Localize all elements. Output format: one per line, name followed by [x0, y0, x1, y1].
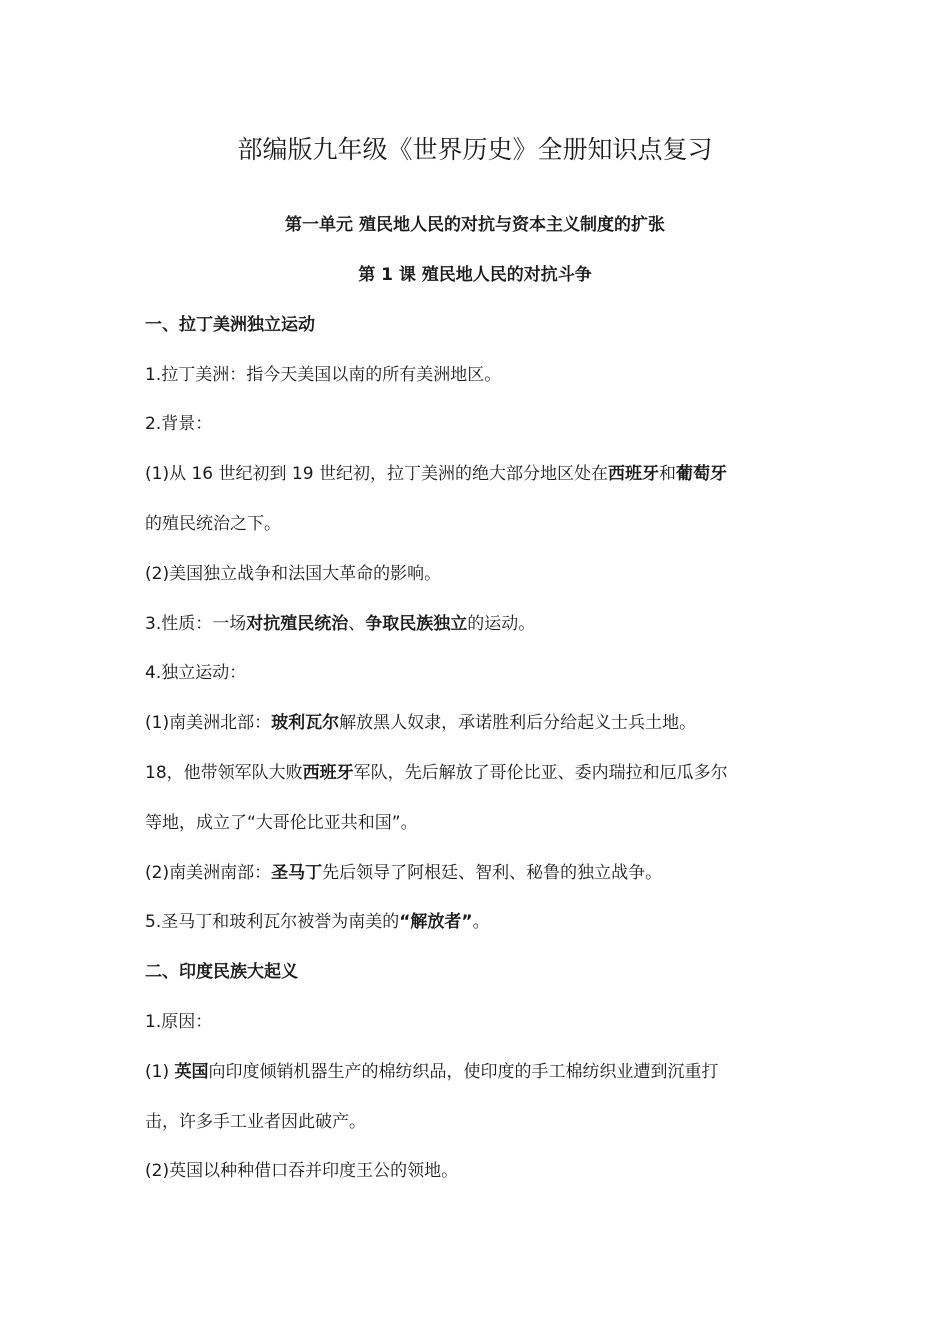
- text-run: 和: [658, 464, 676, 484]
- paragraph-north: [145, 710, 825, 736]
- text-run: 先后领导了阿根廷、智利、秘鲁的独立战争。: [322, 863, 663, 883]
- text-run: 3.性质：一场: [145, 614, 247, 634]
- text-run: 5.圣马丁和玻利瓦尔被誉为南美的: [145, 912, 400, 932]
- text-run: (1)从 16 世纪初到 19 世纪初，拉丁美洲的绝大部分地区处在: [145, 464, 608, 484]
- bold-term-bolivar: 玻利瓦尔: [271, 713, 340, 733]
- paragraph-north-cont-2: 等地，成立了“大哥伦比亚共和国”。: [145, 813, 418, 833]
- bold-term-spain: 西班牙: [302, 763, 354, 783]
- text-run: 的运动。: [467, 614, 536, 634]
- text-run: 、: [348, 614, 366, 634]
- bold-term-liberator: “解放者”: [399, 912, 473, 932]
- paragraph-independence-label: 4.独立运动：: [145, 663, 247, 683]
- section-heading-latin-america: 一、拉丁美洲独立运动: [145, 315, 315, 335]
- bold-term-portugal: 葡萄牙: [675, 464, 727, 484]
- paragraph-latin-america-definition: 1.拉丁美洲：指今天美国以南的所有美洲地区。: [145, 365, 502, 385]
- paragraph-cause-2: (2)英国以种种借口吞并印度王公的领地。: [145, 1161, 459, 1181]
- text-run: 解放黑人奴隶，承诺胜利后分给起义士兵土地。: [339, 713, 697, 733]
- paragraph-cause-1-cont: 击，许多手工业者因此破产。: [145, 1112, 366, 1132]
- paragraph-background-1-cont: 的殖民统治之下。: [145, 514, 281, 534]
- paragraph-nature: [145, 611, 825, 637]
- paragraph-background-label: 2.背景：: [145, 414, 213, 434]
- lesson-heading: 第 1 课 殖民地人民的对抗斗争: [358, 265, 592, 285]
- text-run: (2)南美洲南部：: [145, 863, 272, 883]
- paragraph-south: [145, 860, 825, 886]
- bold-term: 争取民族独立: [365, 614, 468, 634]
- text-run: (1)南美洲北部：: [145, 713, 272, 733]
- paragraph-background-2: (2)美国独立战争和法国大革命的影响。: [145, 564, 442, 584]
- bold-term: 对抗殖民统治: [246, 614, 349, 634]
- paragraph-causes-label: 1.原因：: [145, 1012, 213, 1032]
- bold-term-britain: 英国: [174, 1062, 209, 1082]
- bold-term-spain: 西班牙: [607, 464, 659, 484]
- section-heading-india: 二、印度民族大起义: [145, 962, 298, 982]
- paragraph-north-cont: [145, 760, 825, 786]
- text-run: 军队，先后解放了哥伦比亚、委内瑞拉和厄瓜多尔: [353, 763, 728, 783]
- text-run: 18，他带领军队大败: [145, 763, 303, 783]
- paragraph-cause-1: [145, 1059, 825, 1085]
- paragraph-background-1: [145, 461, 825, 487]
- text-run: 向印度倾销机器生产的棉纺织品，使印度的手工棉纺织业遭到沉重打: [208, 1062, 719, 1082]
- text-run: (1): [145, 1062, 175, 1082]
- unit-heading: 第一单元 殖民地人民的对抗与资本主义制度的扩张: [285, 215, 665, 235]
- document-title: 部编版九年级《世界历史》全册知识点复习: [237, 135, 713, 164]
- paragraph-liberators: [145, 909, 825, 935]
- bold-term-san-martin: 圣马丁: [271, 863, 323, 883]
- text-run: 。: [472, 912, 490, 932]
